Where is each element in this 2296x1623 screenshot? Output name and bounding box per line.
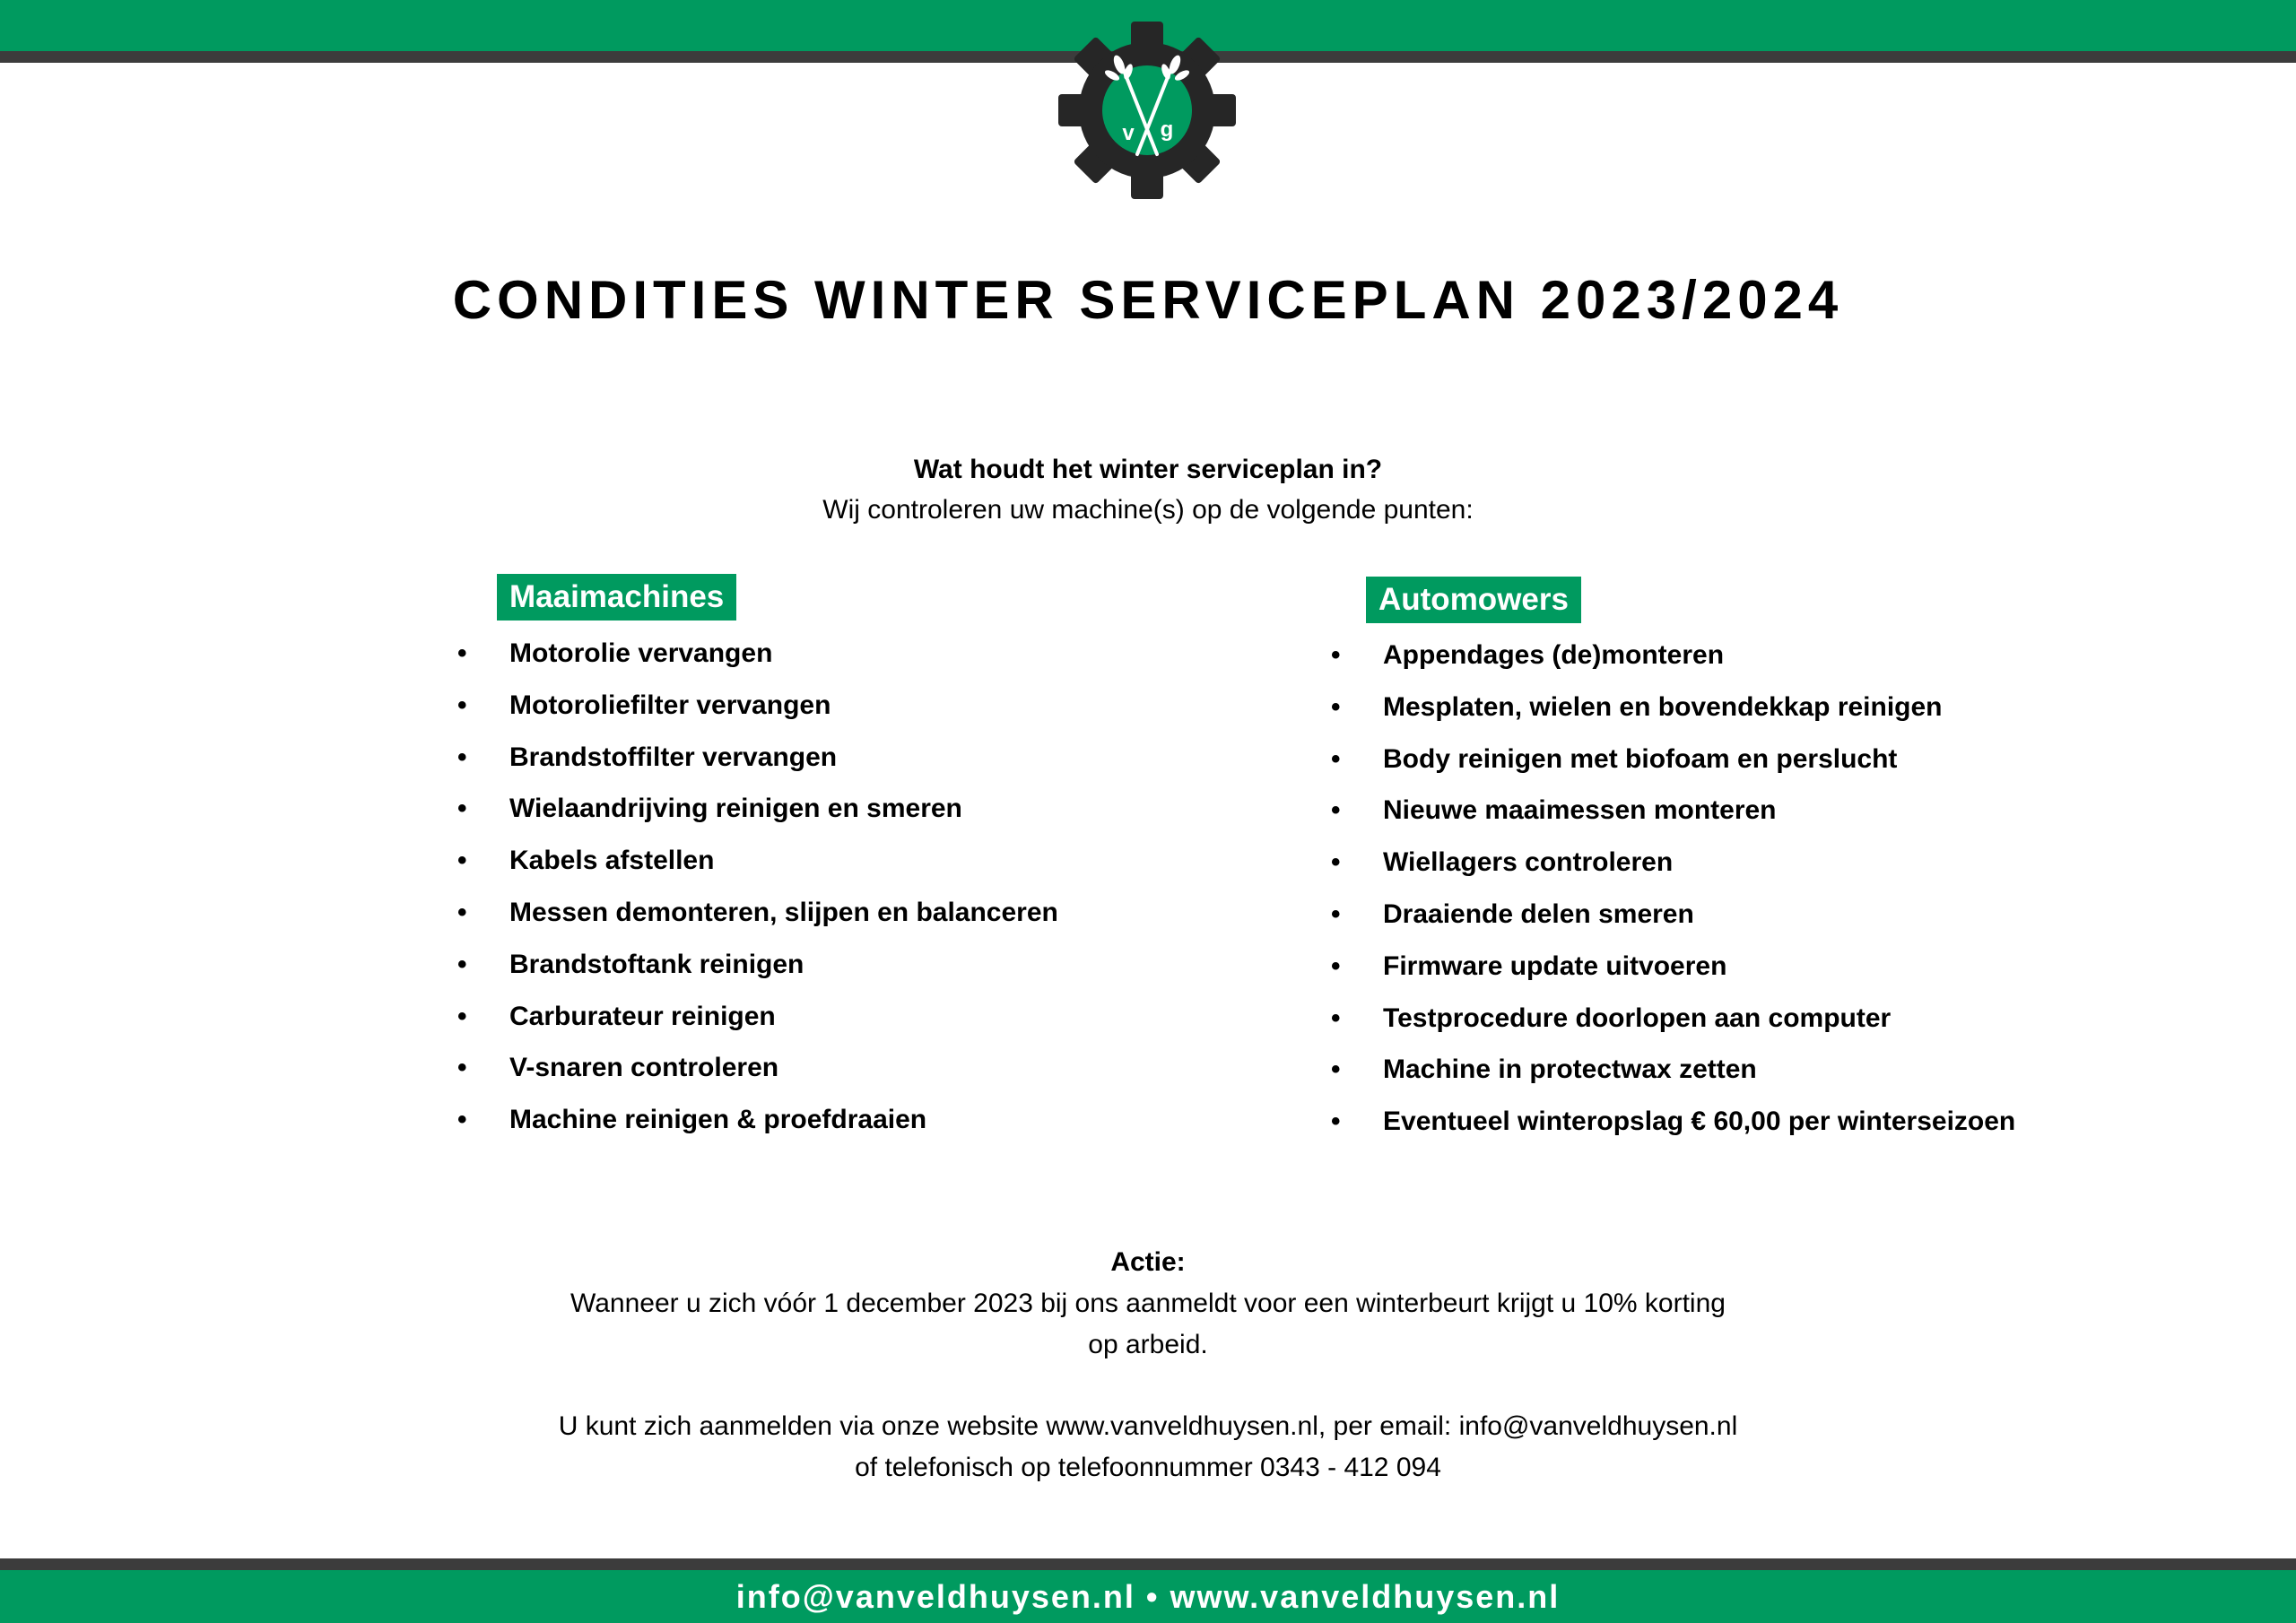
bullet-icon: • <box>457 1001 467 1031</box>
bullet-icon: • <box>1331 640 1341 670</box>
list-item-label: Testprocedure doorlopen aan computer <box>1383 1002 1892 1033</box>
list-item <box>1331 894 2015 946</box>
bullet-icon: • <box>457 846 467 876</box>
maaimachines-list <box>457 633 1058 1151</box>
list-item-label: Firmware update uitvoeren <box>1383 950 1727 981</box>
bullet-icon: • <box>1331 1107 1341 1137</box>
list-item-label: Motoroliefilter vervangen <box>509 690 831 720</box>
list-item-label: Carburateur reinigen <box>509 1001 776 1031</box>
bullet-icon: • <box>457 794 467 824</box>
bullet-icon: • <box>1331 691 1341 722</box>
bullet-icon: • <box>1331 950 1341 981</box>
list-item <box>457 1047 1058 1099</box>
bullet-icon: • <box>457 897 467 927</box>
list-item <box>457 944 1058 996</box>
gear-wheat-logo-icon <box>1057 20 1238 201</box>
list-item <box>457 788 1058 840</box>
logo-letter-g: g <box>1160 117 1174 142</box>
bullet-icon: • <box>1331 898 1341 929</box>
list-item <box>1331 635 2015 687</box>
list-item-label: Appendages (de)monteren <box>1383 640 1725 670</box>
list-item <box>457 1099 1058 1151</box>
list-item <box>457 685 1058 737</box>
list-item-label: Motorolie vervangen <box>509 638 773 668</box>
contact-line-2: of telefonisch op telefoonnummer 0343 - 412 094 <box>855 1453 1441 1482</box>
bullet-icon: • <box>457 949 467 979</box>
list-item-label: Draaiende delen smeren <box>1383 898 1694 929</box>
list-item <box>457 892 1058 944</box>
list-item <box>1331 687 2015 739</box>
list-item <box>1331 790 2015 842</box>
list-item <box>1331 842 2015 894</box>
section-label-maaimachines: Maaimachines <box>497 574 736 621</box>
footer-contact: info@vanveldhuysen.nl • www.vanveldhuysen.nl <box>735 1578 1561 1615</box>
list-item <box>457 996 1058 1048</box>
list-item <box>1331 1101 2015 1153</box>
bullet-icon: • <box>1331 795 1341 826</box>
list-item <box>1331 998 2015 1050</box>
bullet-icon: • <box>457 638 467 668</box>
list-item <box>457 633 1058 685</box>
bullet-icon: • <box>1331 1002 1341 1033</box>
list-item <box>457 840 1058 892</box>
action-line-2: op arbeid. <box>1088 1330 1208 1359</box>
list-item-label: Machine in protectwax zetten <box>1383 1055 1757 1085</box>
list-item <box>1331 739 2015 791</box>
section-label-automowers: Automowers <box>1366 577 1581 623</box>
bullet-icon: • <box>1331 743 1341 774</box>
logo-letter-v: v <box>1122 121 1135 145</box>
list-item-label: Wielaandrijving reinigen en smeren <box>509 794 962 824</box>
intro-heading: Wat houdt het winter serviceplan in? <box>913 455 1383 484</box>
list-item-label: Mesplaten, wielen en bovendekkap reinigen <box>1383 691 1943 722</box>
bullet-icon: • <box>1331 847 1341 878</box>
bullet-icon: • <box>1331 1055 1341 1085</box>
action-line-1: Wanneer u zich vóór 1 december 2023 bij ons aanmeldt voor een winterbeurt krijgt u 10% korting <box>570 1289 1726 1318</box>
list-item-label: Messen demonteren, slijpen en balanceren <box>509 897 1058 927</box>
bullet-icon: • <box>457 690 467 720</box>
bottom-bar-gray <box>0 1558 2296 1570</box>
action-heading: Actie: <box>1110 1247 1186 1277</box>
list-item-label: Nieuwe maaimessen monteren <box>1383 795 1777 826</box>
list-item <box>457 737 1058 789</box>
list-item-label: Body reinigen met biofoam en perslucht <box>1383 743 1898 774</box>
action-text <box>520 1283 1776 1366</box>
list-item <box>1331 946 2015 998</box>
list-item-label: Machine reinigen & proefdraaien <box>509 1105 927 1135</box>
list-item-label: Brandstoffilter vervangen <box>509 742 838 772</box>
automowers-list <box>1331 635 2015 1153</box>
list-item <box>1331 1049 2015 1101</box>
page-title: CONDITIES WINTER SERVICEPLAN 2023/2024 <box>452 270 1844 330</box>
bullet-icon: • <box>457 1053 467 1083</box>
list-item-label: Eventueel winteropslag € 60,00 per winterseizoen <box>1383 1107 2016 1137</box>
bullet-icon: • <box>457 1105 467 1135</box>
list-item-label: Brandstoftank reinigen <box>509 949 804 979</box>
list-item-label: Wiellagers controleren <box>1383 847 1674 878</box>
list-item-label: V-snaren controleren <box>509 1053 779 1083</box>
bullet-icon: • <box>457 742 467 772</box>
list-item-label: Kabels afstellen <box>509 846 715 876</box>
contact-text <box>520 1406 1776 1488</box>
intro-subtext: Wij controleren uw machine(s) op de volgende punten: <box>822 495 1474 525</box>
contact-line-1: U kunt zich aanmelden via onze website www.vanveldhuysen.nl, per email: info@vanveldhuysen.nl <box>558 1411 1738 1441</box>
